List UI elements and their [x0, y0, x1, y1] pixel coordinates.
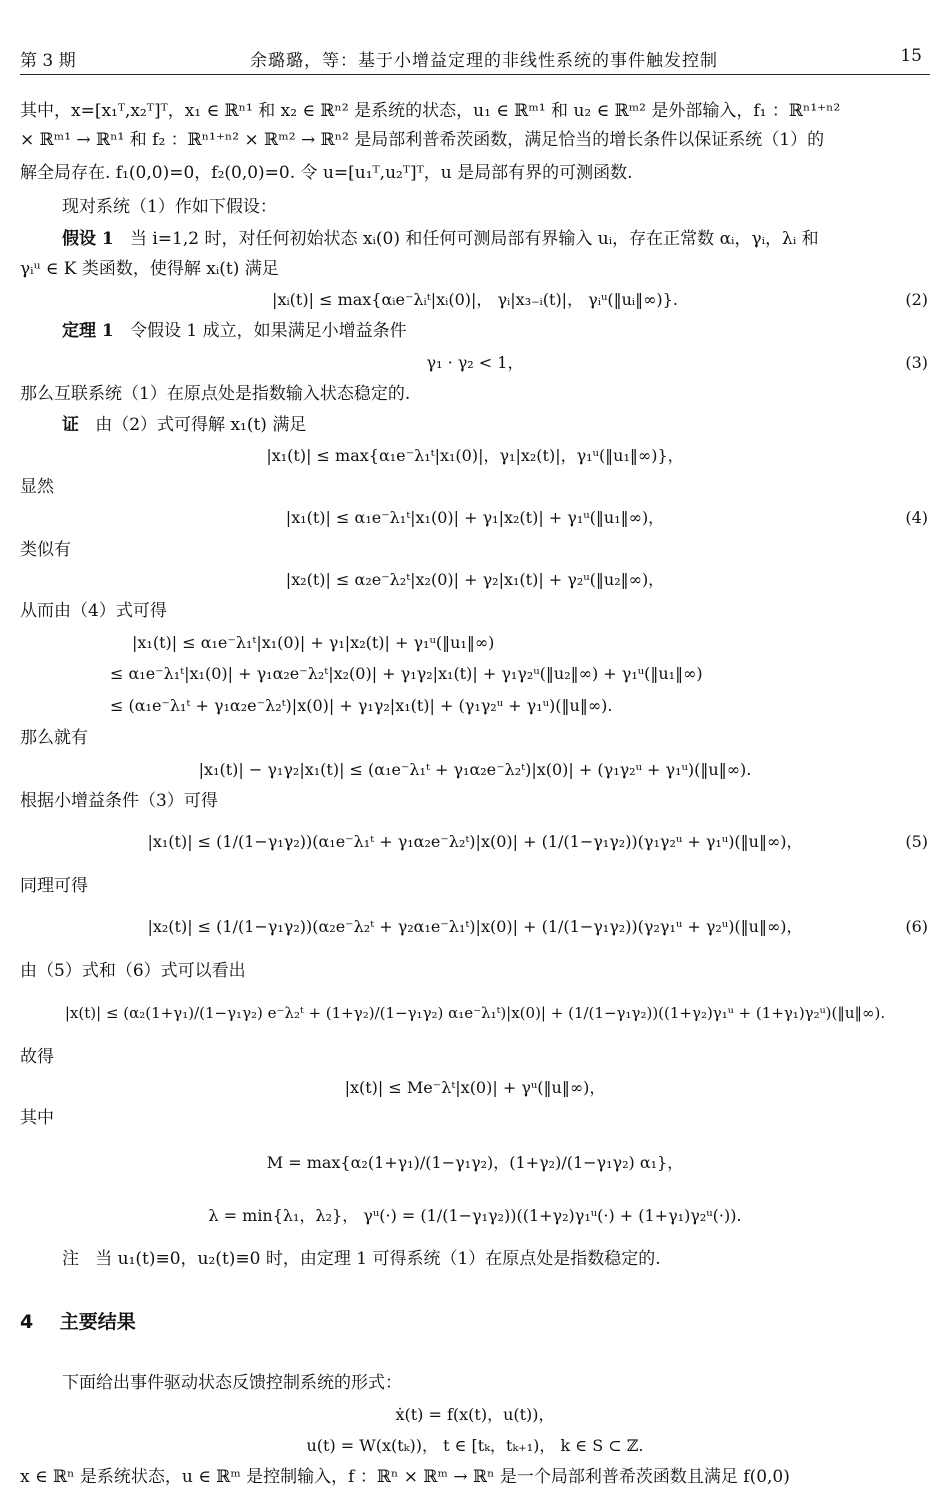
equation-c3: ≤ (α₁e⁻λ₁ᵗ + γ₁α₂e⁻λ₂ᵗ)|x(0)| + γ₁γ₂|x₁(t)| + (γ₁γ₂ᵘ + γ₁ᵘ)(‖u‖∞).	[110, 696, 613, 715]
text-line: 显然	[20, 477, 54, 497]
assumption-text: 当 i=1,2 时，对任何初始状态 xᵢ(0) 和任何可测局部有界输入 uᵢ，存在正常数 αᵢ，γᵢ，λᵢ 和	[129, 229, 819, 249]
equation-a: |x₁(t)| ≤ max{α₁e⁻λ₁ᵗ|x₁(0)|，γ₁|x₂(t)|，γ₁ᵘ(‖u₁‖∞)}，	[266, 446, 684, 465]
section-heading	[20, 1307, 136, 1334]
equation-5: |x₁(t)| ≤ (1/(1−γ₁γ₂))(α₁e⁻λ₁ᵗ + γ₁α₂e⁻λ₂ᵗ)|x(0)| + (1/(1−γ₁γ₂))(γ₁γ₂ᵘ + γ₁ᵘ)(‖u‖∞)，	[147, 832, 803, 851]
equation-number-3: (3)	[905, 353, 928, 372]
paragraph-line: 解全局存在. f₁(0,0)=0，f₂(0,0)=0. 令 u=[u₁ᵀ,u₂ᵀ]ᵀ，u 是局部有界的可测函数.	[20, 163, 633, 183]
text-line: 其中	[20, 1108, 54, 1128]
paragraph-line: 其中，x=[x₁ᵀ,x₂ᵀ]ᵀ，x₁ ∈ ℝⁿ¹ 和 x₂ ∈ ℝⁿ² 是系统的状态，u₁ ∈ ℝᵐ¹ 和 u₂ ∈ ℝᵐ² 是外部输入，f₁ ：ℝⁿ¹⁺ⁿ²	[20, 101, 841, 121]
text-line: 那么就有	[20, 728, 88, 748]
note-label: 注	[62, 1249, 79, 1269]
page-header	[20, 40, 930, 75]
text-line: 根据小增益条件（3）可得	[20, 791, 218, 811]
equation-g: M = max{α₂(1+γ₁)/(1−γ₁γ₂)，(1+γ₂)/(1−γ₁γ₂) α₁}，	[266, 1153, 684, 1172]
equation-f: |x(t)| ≤ Me⁻λᵗ|x(0)| + γᵘ(‖u‖∞)，	[344, 1078, 606, 1097]
equation-h: λ = min{λ₁，λ₂}， γᵘ(·) = (1/(1−γ₁γ₂))((1+γ₂)γ₁ᵘ(·) + (1+γ₁)γ₂ᵘ(·)).	[208, 1206, 742, 1225]
text-line: 同理可得	[20, 876, 88, 896]
equation-e: |x(t)| ≤ (α₂(1+γ₁)/(1−γ₁γ₂) e⁻λ₂ᵗ + (1+γ₂)/(1−γ₁γ₂) α₁e⁻λ₁ᵗ)|x(0)| + (1/(1−γ₁γ₂))((1+γ₂)γ₁ᵘ + (1+γ₁)γ₂ᵘ)(‖u‖∞).	[64, 1004, 886, 1022]
equation-3: γ₁ · γ₂ < 1，	[426, 353, 524, 372]
proof-line	[62, 412, 930, 438]
paragraph-line: 那么互联系统（1）在原点处是指数输入状态稳定的.	[20, 384, 411, 404]
text-line: 类似有	[20, 540, 71, 560]
note-line	[62, 1246, 930, 1272]
theorem-label: 定理 1	[62, 321, 114, 341]
proof-label: 证	[62, 415, 79, 435]
running-title: 余璐璐，等：基于小增益定理的非线性系统的事件触发控制	[250, 51, 718, 71]
section-number: 4	[20, 1311, 34, 1333]
text-line: 故得	[20, 1047, 54, 1067]
equation-d: |x₁(t)| − γ₁γ₂|x₁(t)| ≤ (α₁e⁻λ₁ᵗ + γ₁α₂e⁻λ₂ᵗ)|x(0)| + (γ₁γ₂ᵘ + γ₁ᵘ)(‖u‖∞).	[198, 760, 752, 779]
equation-6: |x₂(t)| ≤ (1/(1−γ₁γ₂))(α₂e⁻λ₂ᵗ + γ₂α₁e⁻λ₁ᵗ)|x(0)| + (1/(1−γ₁γ₂))(γ₂γ₁ᵘ + γ₂ᵘ)(‖u‖∞)，	[147, 917, 803, 936]
issue-label: 第 3 期	[20, 51, 76, 71]
text-line: 从而由（4）式可得	[20, 601, 167, 621]
equation-number-6: (6)	[905, 917, 928, 936]
theorem-text: 令假设 1 成立，如果满足小增益条件	[129, 321, 407, 341]
equation-j: u(t) = W(x(tₖ))， t ∈ [tₖ，tₖ₊₁)， k ∈ S ⊂ ℤ.	[306, 1436, 644, 1455]
assumption-line-2: γᵢᵘ ∈ K 类函数，使得解 xᵢ(t) 满足	[20, 259, 279, 279]
theorem-line	[62, 318, 930, 344]
equation-number-5: (5)	[905, 832, 928, 851]
paragraph-line: 下面给出事件驱动状态反馈控制系统的形式：	[62, 1373, 402, 1393]
equation-c2: ≤ α₁e⁻λ₁ᵗ|x₁(0)| + γ₁α₂e⁻λ₂ᵗ|x₂(0)| + γ₁γ₂|x₁(t)| + γ₁γ₂ᵘ(‖u₂‖∞) + γ₁ᵘ(‖u₁‖∞)	[110, 664, 703, 683]
paragraph-line: x ∈ ℝⁿ 是系统状态，u ∈ ℝᵐ 是控制输入，f ：ℝⁿ × ℝᵐ → ℝⁿ 是一个局部利普希茨函数且满足 f(0,0)	[20, 1467, 790, 1487]
equation-number-2: (2)	[905, 290, 928, 309]
assumption-line	[62, 226, 930, 252]
equation-number-4: (4)	[905, 508, 928, 527]
equation-b: |x₂(t)| ≤ α₂e⁻λ₂ᵗ|x₂(0)| + γ₂|x₁(t)| + γ₂ᵘ(‖u₂‖∞)，	[285, 570, 665, 589]
proof-text: 由（2）式可得解 x₁(t) 满足	[95, 415, 307, 435]
note-text: 当 u₁(t)≡0，u₂(t)≡0 时，由定理 1 可得系统（1）在原点处是指数稳定的.	[95, 1249, 661, 1269]
text-line: 由（5）式和（6）式可以看出	[20, 961, 246, 981]
paragraph-line: 现对系统（1）作如下假设：	[62, 197, 277, 217]
page-number: 15	[900, 46, 922, 66]
section-title: 主要结果	[59, 1311, 136, 1333]
assumption-label: 假设 1	[62, 229, 114, 249]
equation-2: |xᵢ(t)| ≤ max{αᵢe⁻λᵢᵗ|xᵢ(0)|， γᵢ|x₃₋ᵢ(t)|， γᵢᵘ(‖uᵢ‖∞)}.	[272, 290, 678, 309]
paragraph-line: × ℝᵐ¹ → ℝⁿ¹ 和 f₂ ：ℝⁿ¹⁺ⁿ² × ℝᵐ² → ℝⁿ² 是局部利普希茨函数，满足恰当的增长条件以保证系统（1）的	[20, 130, 825, 150]
equation-i: ẋ(t) = f(x(t)，u(t))，	[395, 1405, 555, 1424]
equation-4: |x₁(t)| ≤ α₁e⁻λ₁ᵗ|x₁(0)| + γ₁|x₂(t)| + γ₁ᵘ(‖u₁‖∞)，	[285, 508, 665, 527]
equation-c1: |x₁(t)| ≤ α₁e⁻λ₁ᵗ|x₁(0)| + γ₁|x₂(t)| + γ₁ᵘ(‖u₁‖∞)	[132, 633, 495, 652]
